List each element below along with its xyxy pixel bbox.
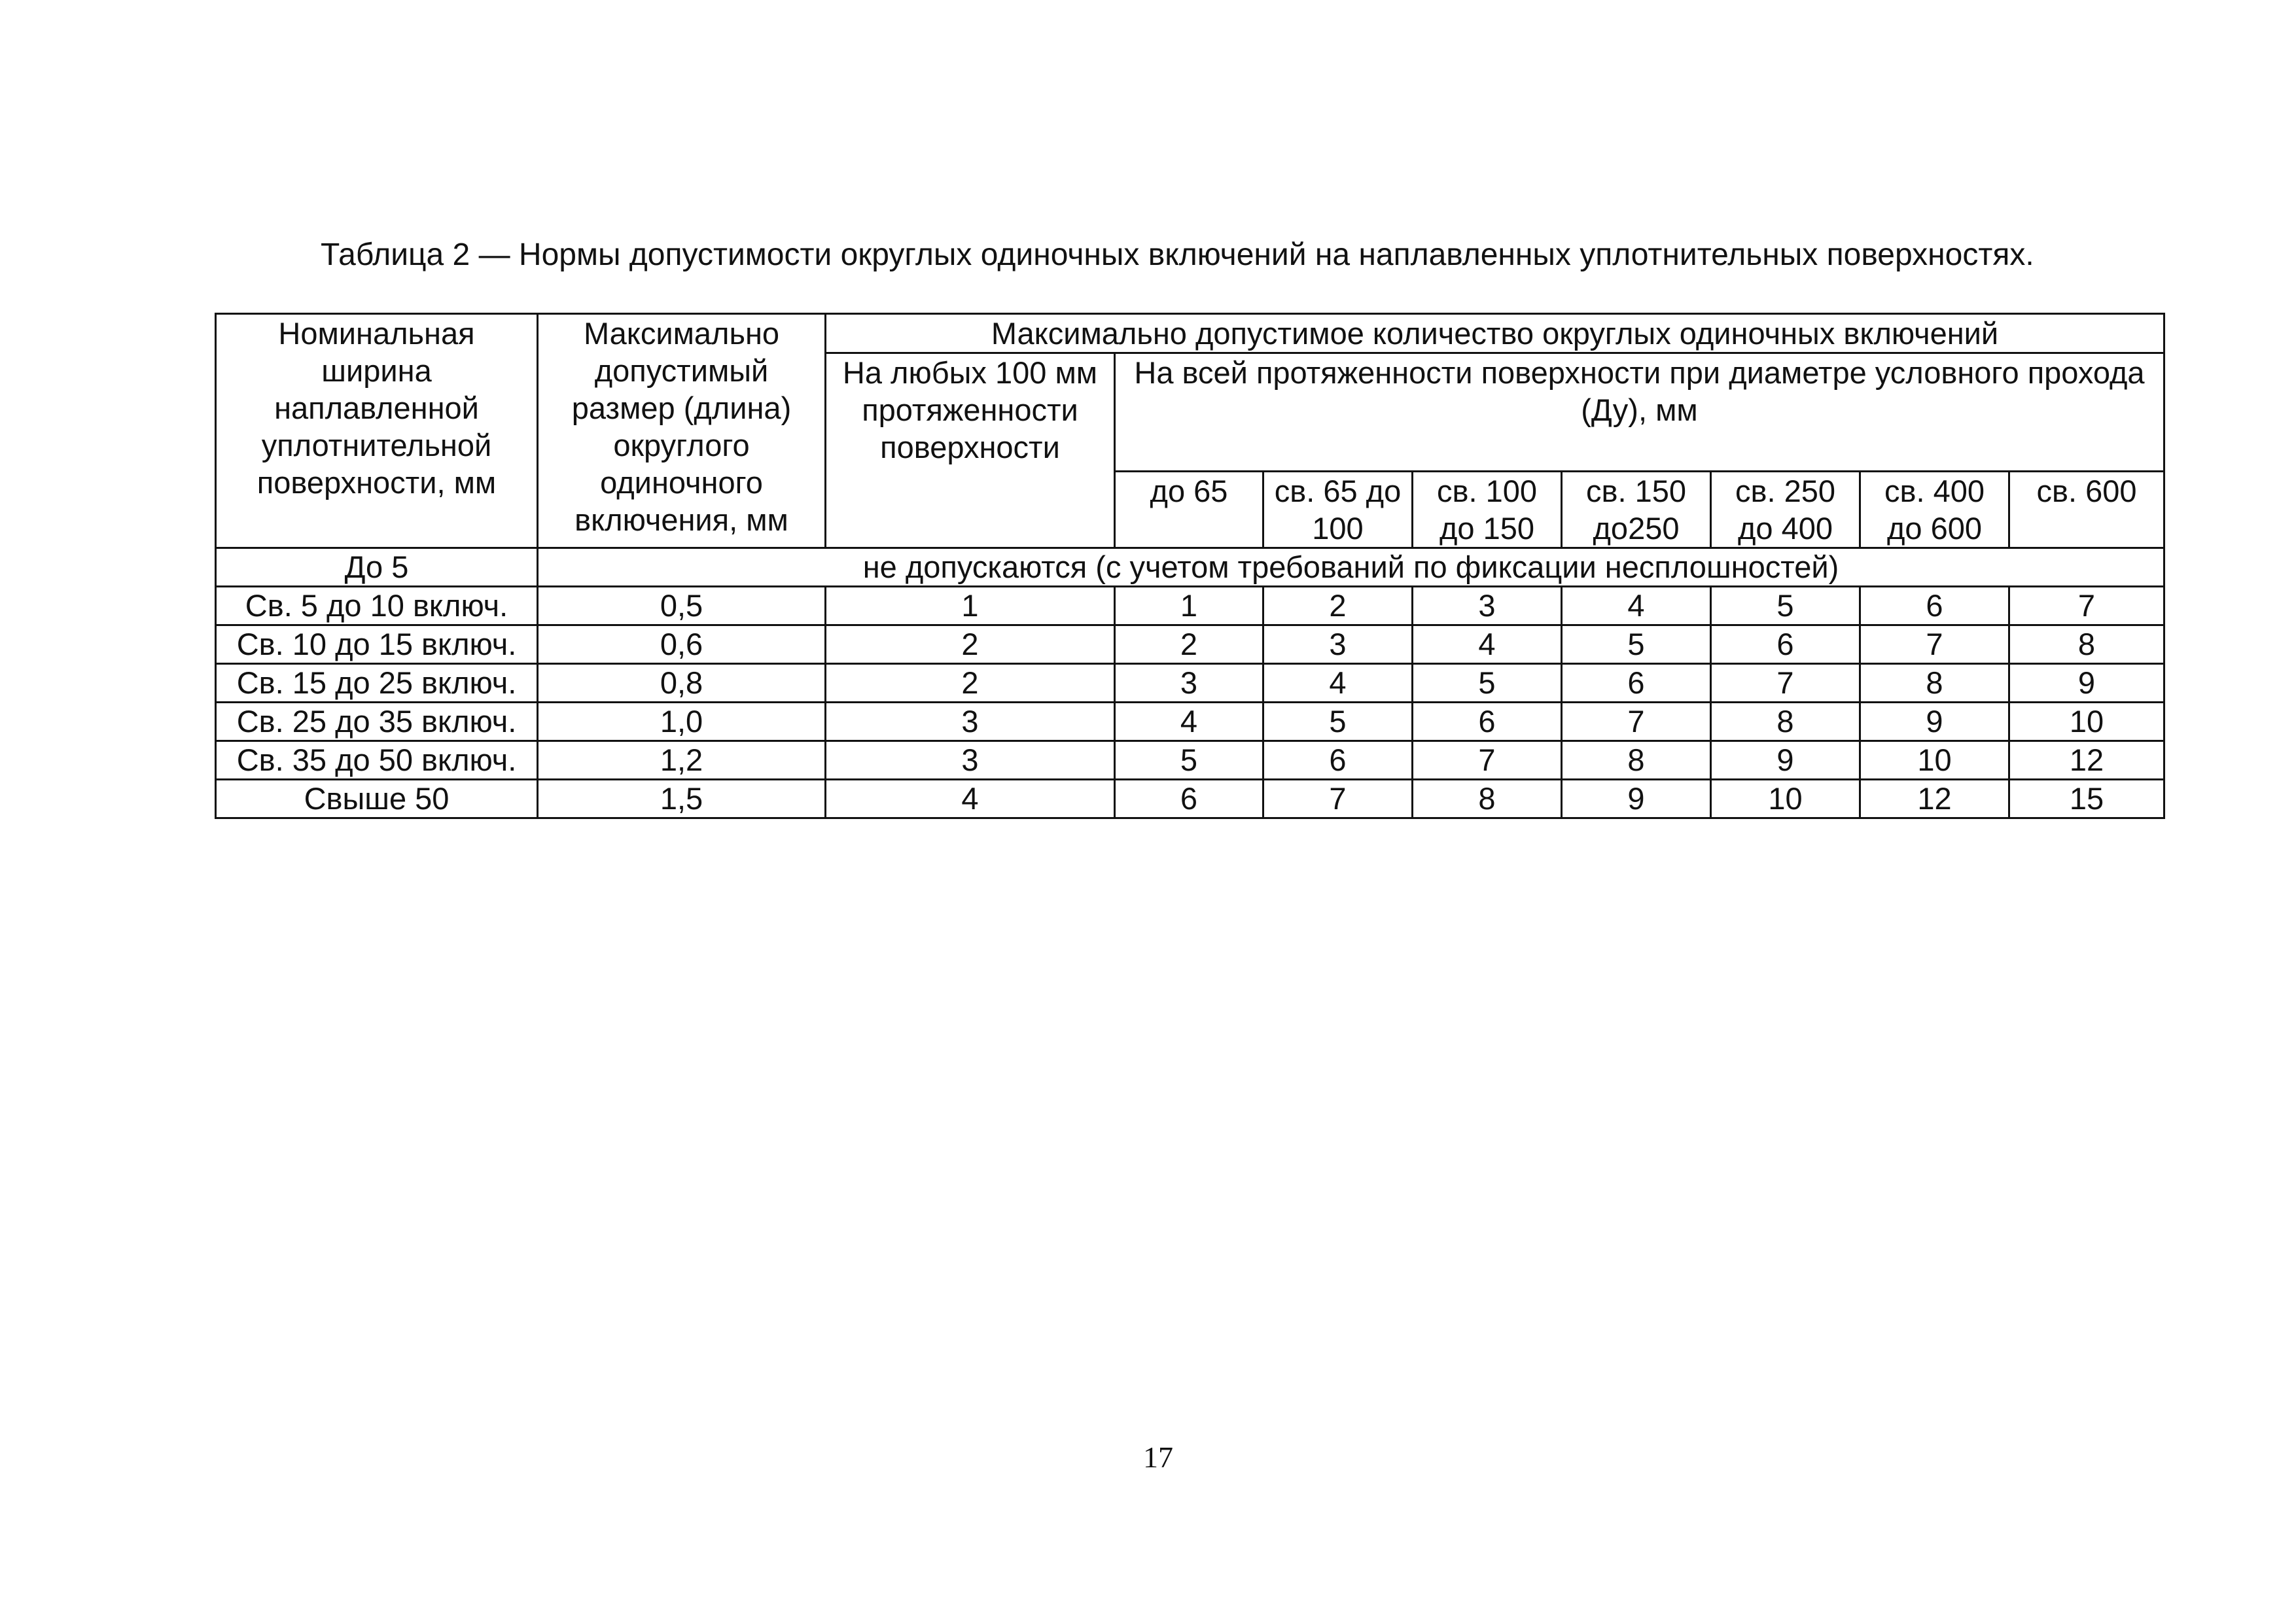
table-cell: 8 [1413, 780, 1562, 818]
row-label-not-allowed: До 5 [216, 548, 538, 587]
table-cell: 10 [1711, 780, 1860, 818]
header-diameter-col-1: до 65 [1115, 472, 1263, 548]
table-cell: 4 [1263, 664, 1413, 703]
row-label: Св. 25 до 35 включ. [216, 703, 538, 741]
table-row [216, 625, 2164, 664]
table-cell: 12 [2009, 741, 2164, 780]
header-diameter-col-6: св. 400 до 600 [1860, 472, 2009, 548]
table-cell: 1,2 [538, 741, 826, 780]
table-cell: 7 [1413, 741, 1562, 780]
table-cell: 0,5 [538, 587, 826, 625]
header-max-count-group: Максимально допустимое количество округлых одиночных включений [826, 314, 2164, 353]
table-cell: 9 [1860, 703, 2009, 741]
table-cell: 0,8 [538, 664, 826, 703]
table-cell: 1,5 [538, 780, 826, 818]
table-caption: Таблица 2 — Нормы допустимости округлых одиночных включений на наплавленных уплотнительных поверхностях. [321, 237, 2034, 272]
table-cell: 1 [826, 587, 1115, 625]
header-full-length-group: На всей протяженности поверхности при диаметре условного прохода (Ду), мм [1115, 353, 2164, 472]
table-cell: 4 [1413, 625, 1562, 664]
table-cell: 4 [826, 780, 1115, 818]
table-row [216, 703, 2164, 741]
table-cell: 9 [1711, 741, 1860, 780]
table-cell: 3 [1115, 664, 1263, 703]
norms-table [215, 313, 2165, 819]
table-cell: 7 [1711, 664, 1860, 703]
table-cell: 4 [1562, 587, 1711, 625]
table-cell: 3 [1263, 625, 1413, 664]
table-cell: 7 [1263, 780, 1413, 818]
not-allowed-note: не допускаются (с учетом требований по фиксации несплошностей) [538, 548, 2164, 587]
row-label: Свыше 50 [216, 780, 538, 818]
table-cell: 1 [1115, 587, 1263, 625]
table-row [216, 741, 2164, 780]
header-diameter-col-7: св. 600 [2009, 472, 2164, 548]
table-cell: 5 [1115, 741, 1263, 780]
table-cell: 5 [1562, 625, 1711, 664]
header-any-100mm: На любых 100 мм протяженности поверхности [826, 353, 1115, 548]
header-diameter-col-5: св. 250 до 400 [1711, 472, 1860, 548]
table-row [216, 780, 2164, 818]
table-cell: 12 [1860, 780, 2009, 818]
header-diameter-col-3: св. 100 до 150 [1413, 472, 1562, 548]
table-cell: 6 [1562, 664, 1711, 703]
table-cell: 6 [1711, 625, 1860, 664]
table-cell: 10 [1860, 741, 2009, 780]
table-row-not-allowed [216, 548, 2164, 587]
table-cell: 9 [1562, 780, 1711, 818]
table-cell: 8 [2009, 625, 2164, 664]
table-cell: 6 [1860, 587, 2009, 625]
table-cell: 5 [1263, 703, 1413, 741]
table-cell: 4 [1115, 703, 1263, 741]
table-cell: 7 [1860, 625, 2009, 664]
table-row [216, 587, 2164, 625]
header-nominal-width: Номинальная ширина наплавленной уплотнительной поверхности, мм [216, 314, 538, 548]
table-cell: 2 [826, 625, 1115, 664]
table-cell: 3 [1413, 587, 1562, 625]
table-cell: 3 [826, 741, 1115, 780]
table-cell: 10 [2009, 703, 2164, 741]
table-cell: 2 [1115, 625, 1263, 664]
table-cell: 7 [2009, 587, 2164, 625]
table-row [216, 664, 2164, 703]
header-max-size: Максимально допустимый размер (длина) округлого одиночного включения, мм [538, 314, 826, 548]
row-label: Св. 10 до 15 включ. [216, 625, 538, 664]
table-cell: 1,0 [538, 703, 826, 741]
table-cell: 5 [1413, 664, 1562, 703]
row-label: Св. 35 до 50 включ. [216, 741, 538, 780]
table-cell: 5 [1711, 587, 1860, 625]
table-cell: 6 [1263, 741, 1413, 780]
header-diameter-col-2: св. 65 до 100 [1263, 472, 1413, 548]
table-cell: 3 [826, 703, 1115, 741]
row-label: Св. 5 до 10 включ. [216, 587, 538, 625]
table-cell: 7 [1562, 703, 1711, 741]
table-cell: 6 [1115, 780, 1263, 818]
table-cell: 0,6 [538, 625, 826, 664]
table-cell: 2 [826, 664, 1115, 703]
table-cell: 8 [1562, 741, 1711, 780]
header-diameter-col-4: св. 150 до250 [1562, 472, 1711, 548]
row-label: Св. 15 до 25 включ. [216, 664, 538, 703]
table-cell: 2 [1263, 587, 1413, 625]
table-cell: 8 [1711, 703, 1860, 741]
table-cell: 8 [1860, 664, 2009, 703]
table-cell: 6 [1413, 703, 1562, 741]
header-row-1 [216, 314, 2164, 353]
table-cell: 15 [2009, 780, 2164, 818]
table-cell: 9 [2009, 664, 2164, 703]
page-number: 17 [1143, 1440, 1173, 1474]
